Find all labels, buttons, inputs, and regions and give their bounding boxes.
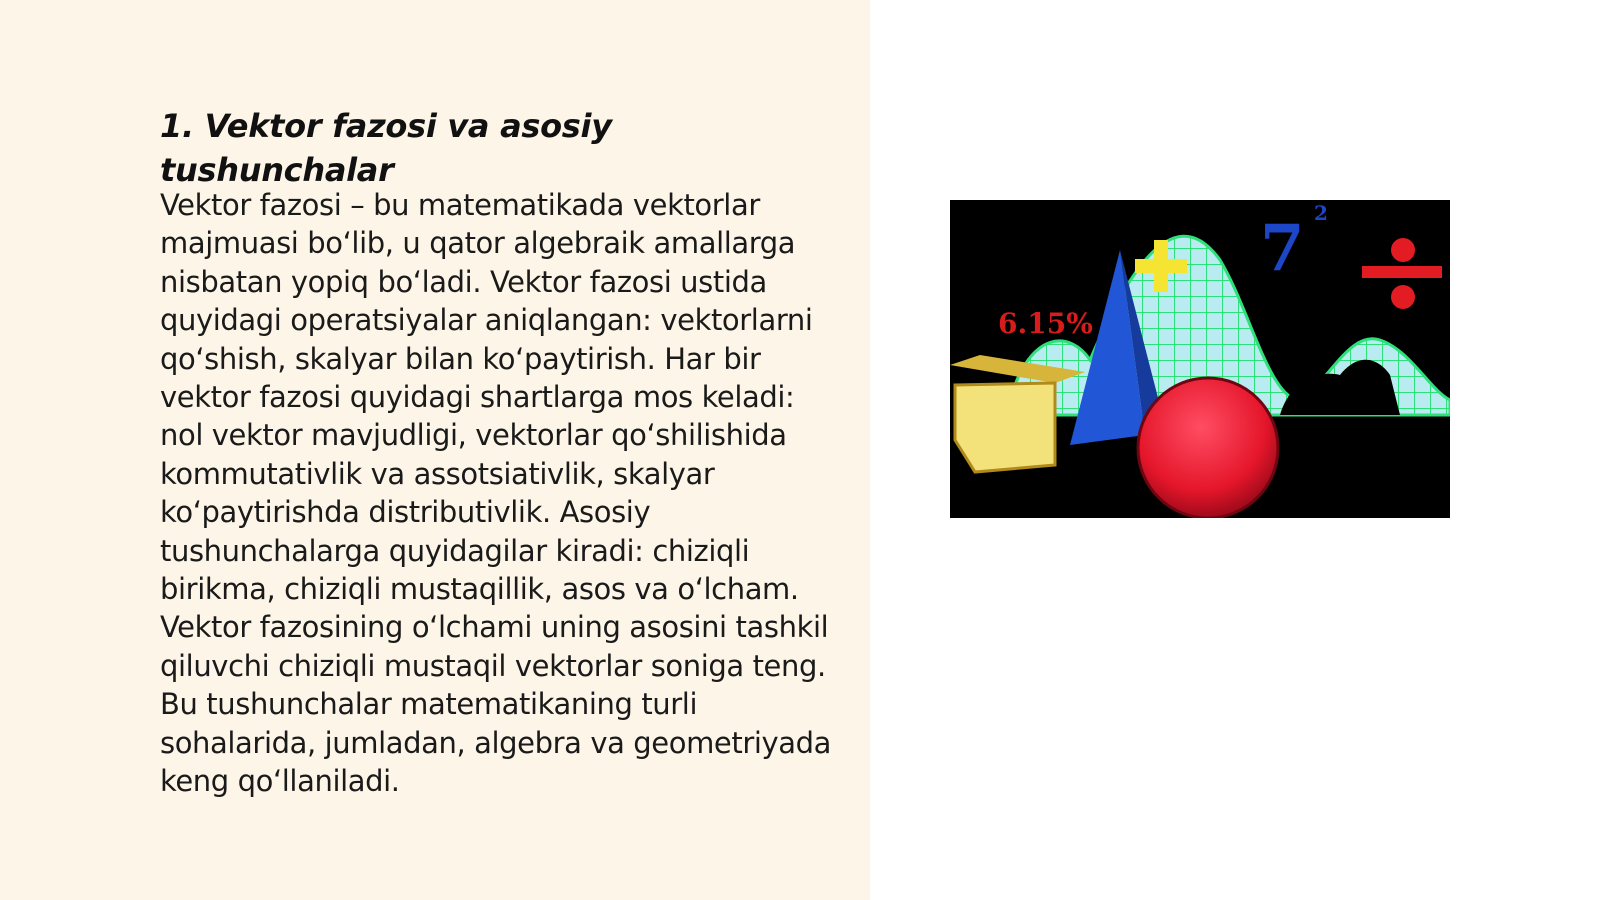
percent-label: 6.15% — [998, 307, 1093, 340]
slide-body-text: Vektor fazosi – bu matematikada vektorlar majmuasi bo‘lib, u qator algebraik amallarga nisbatan yopiq bo‘ladi. Vektor fazosi ustida quyidagi operatsiyalar aniqlangan: vektorlarni qo‘shish, skalyar bilan ko‘paytirish. Har bir vektor fazosi quyidagi shartlarga mos keladi: nol vektor mavjudligi, vektorlar qo‘shilishida kommutativlik va assotsiativlik, skalyar ko‘paytirishda distributivlik. Asosiy tushunchalarga quyidagilar kiradi: chiziqli birikma, chiziqli mustaqillik, asos va o‘lcham. Vektor fazosining o‘lchami uning asosini tashkil qiluvchi chiziqli mustaqil vektorlar soniga teng. Bu tushunchalar matematikaning turli sohalarida, jumladan, algebra va geometriyada keng qo‘llaniladi. — [160, 188, 832, 799]
divide-sign-icon — [1362, 238, 1442, 309]
seven-label: 7 — [1260, 211, 1305, 286]
sphere-shape — [1138, 378, 1278, 518]
cube-front-shape — [955, 383, 1055, 472]
math-illustration-svg — [950, 200, 1450, 518]
exponent-label: 2 — [1314, 201, 1328, 225]
slide-title: 1. Vektor fazosi va asosiy tushunchalar — [160, 107, 612, 189]
math-illustration-image — [950, 200, 1450, 518]
